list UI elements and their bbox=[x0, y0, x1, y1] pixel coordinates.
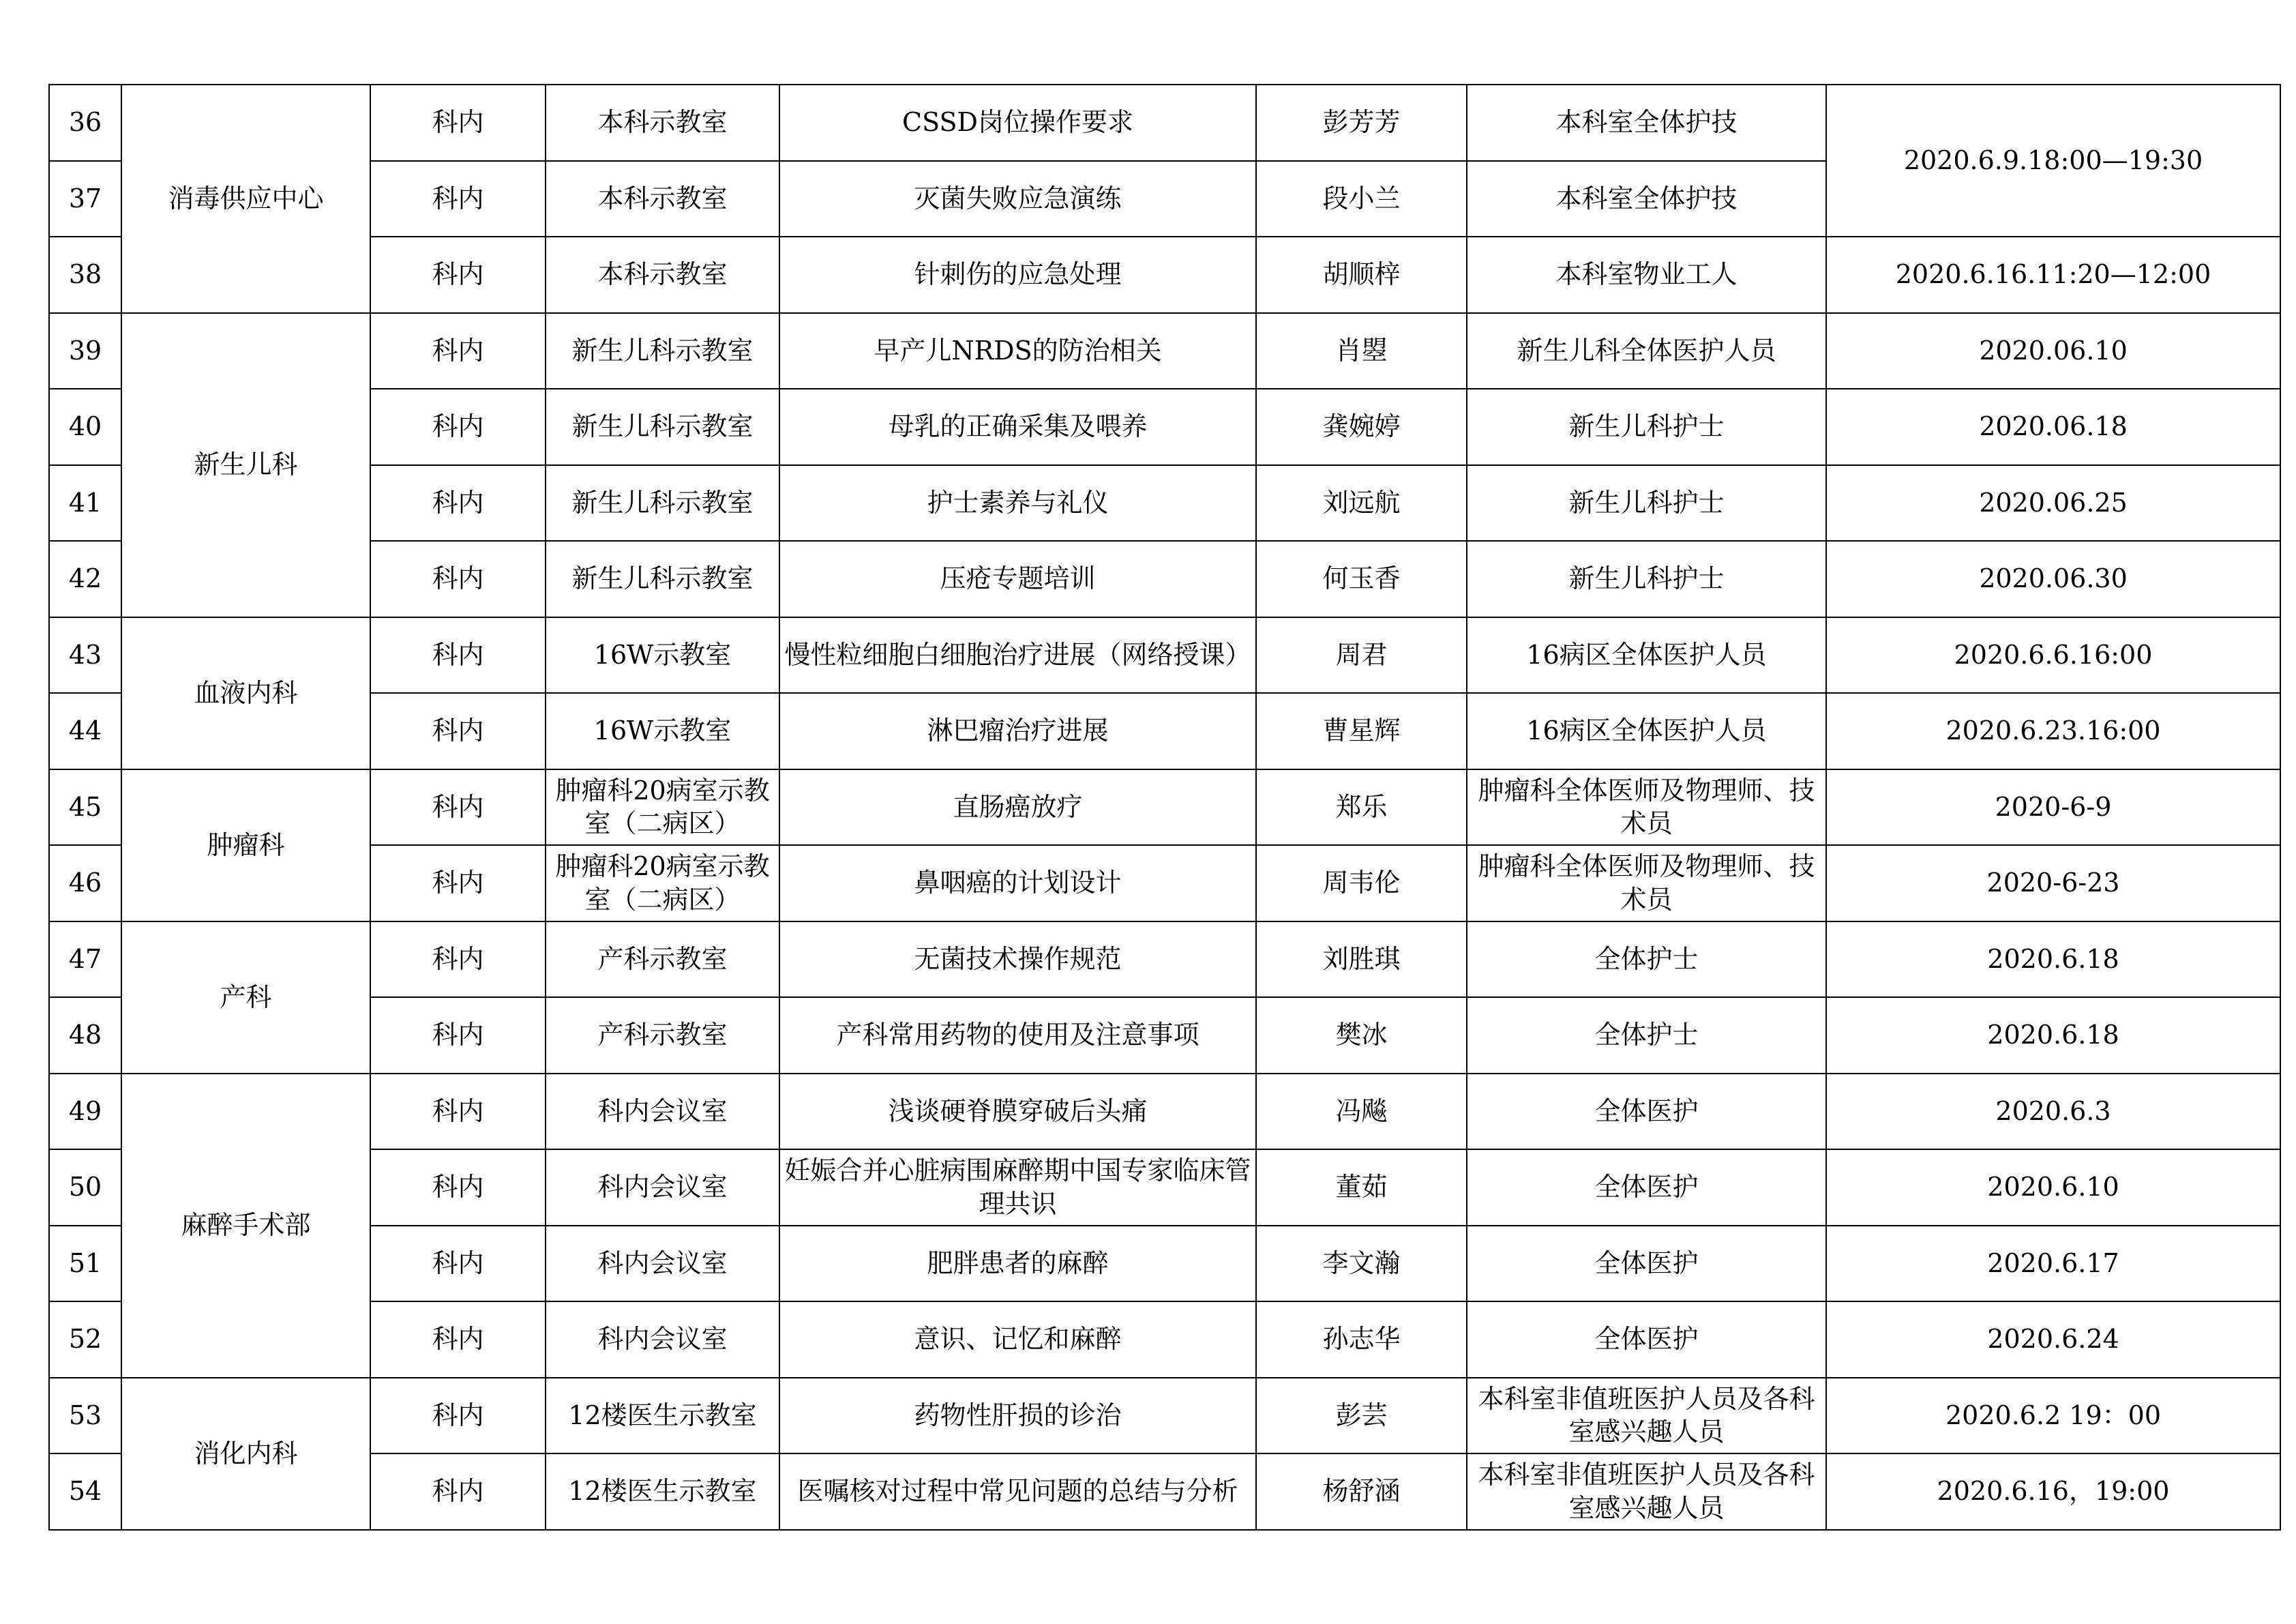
audience-cell: 本科室全体护技 bbox=[1467, 161, 1826, 237]
audience-cell: 16病区全体医护人员 bbox=[1467, 693, 1826, 769]
audience-cell: 新生儿科护士 bbox=[1467, 389, 1826, 465]
training-type-cell: 科内 bbox=[370, 693, 546, 769]
location-cell: 科内会议室 bbox=[546, 1226, 779, 1302]
row-number-cell: 54 bbox=[49, 1453, 121, 1530]
speaker-cell: 刘胜琪 bbox=[1256, 921, 1467, 998]
row-number-cell: 48 bbox=[49, 997, 121, 1074]
time-cell: 2020.06.18 bbox=[1826, 389, 2280, 465]
training-type-cell: 科内 bbox=[370, 313, 546, 389]
location-cell: 新生儿科示教室 bbox=[546, 541, 779, 617]
time-cell: 2020.6.18 bbox=[1826, 921, 2280, 998]
audience-cell: 全体医护 bbox=[1467, 1074, 1826, 1150]
location-cell: 产科示教室 bbox=[546, 997, 779, 1074]
table-row bbox=[49, 617, 2280, 694]
audience-cell: 肿瘤科全体医师及物理师、技术员 bbox=[1467, 845, 1826, 921]
table-row bbox=[49, 1301, 2280, 1378]
speaker-cell: 周君 bbox=[1256, 617, 1467, 694]
training-type-cell: 科内 bbox=[370, 1453, 546, 1530]
audience-cell: 全体护士 bbox=[1467, 997, 1826, 1074]
department-cell: 消化内科 bbox=[121, 1378, 370, 1530]
topic-cell: 压疮专题培训 bbox=[779, 541, 1256, 617]
location-cell: 科内会议室 bbox=[546, 1149, 779, 1226]
topic-cell: 慢性粒细胞白细胞治疗进展（网络授课） bbox=[779, 617, 1256, 694]
time-cell: 2020.6.23.16:00 bbox=[1826, 693, 2280, 769]
speaker-cell: 龚婉婷 bbox=[1256, 389, 1467, 465]
speaker-cell: 彭芸 bbox=[1256, 1378, 1467, 1454]
speaker-cell: 胡顺梓 bbox=[1256, 237, 1467, 313]
training-schedule-table bbox=[48, 84, 2281, 1531]
topic-cell: 直肠癌放疗 bbox=[779, 769, 1256, 846]
row-number-cell: 51 bbox=[49, 1226, 121, 1302]
topic-cell: 药物性肝损的诊治 bbox=[779, 1378, 1256, 1454]
audience-cell: 新生儿科护士 bbox=[1467, 465, 1826, 542]
table-row bbox=[49, 769, 2280, 846]
speaker-cell: 董茹 bbox=[1256, 1149, 1467, 1226]
speaker-cell: 刘远航 bbox=[1256, 465, 1467, 542]
training-type-cell: 科内 bbox=[370, 541, 546, 617]
topic-cell: 母乳的正确采集及喂养 bbox=[779, 389, 1256, 465]
training-type-cell: 科内 bbox=[370, 1378, 546, 1454]
audience-cell: 新生儿科全体医护人员 bbox=[1467, 313, 1826, 389]
location-cell: 12楼医生示教室 bbox=[546, 1453, 779, 1530]
table-row bbox=[49, 313, 2280, 389]
row-number-cell: 44 bbox=[49, 693, 121, 769]
location-cell: 16W示教室 bbox=[546, 693, 779, 769]
time-cell: 2020.6.18 bbox=[1826, 997, 2280, 1074]
time-cell: 2020.6.16.11:20—12:00 bbox=[1826, 237, 2280, 313]
speaker-cell: 孙志华 bbox=[1256, 1301, 1467, 1378]
audience-cell: 本科室非值班医护人员及各科室感兴趣人员 bbox=[1467, 1378, 1826, 1454]
department-cell: 肿瘤科 bbox=[121, 769, 370, 921]
location-cell: 肿瘤科20病室示教室（二病区） bbox=[546, 845, 779, 921]
time-cell: 2020.6.3 bbox=[1826, 1074, 2280, 1150]
time-cell: 2020.6.2 19：00 bbox=[1826, 1378, 2280, 1454]
department-cell: 新生儿科 bbox=[121, 313, 370, 617]
table-row bbox=[49, 693, 2280, 769]
row-number-cell: 49 bbox=[49, 1074, 121, 1150]
topic-cell: 产科常用药物的使用及注意事项 bbox=[779, 997, 1256, 1074]
location-cell: 新生儿科示教室 bbox=[546, 313, 779, 389]
time-cell: 2020.6.6.16:00 bbox=[1826, 617, 2280, 694]
table-row bbox=[49, 1378, 2280, 1454]
topic-cell: CSSD岗位操作要求 bbox=[779, 85, 1256, 161]
speaker-cell: 郑乐 bbox=[1256, 769, 1467, 846]
table-row bbox=[49, 845, 2280, 921]
audience-cell: 肿瘤科全体医师及物理师、技术员 bbox=[1467, 769, 1826, 846]
location-cell: 本科示教室 bbox=[546, 85, 779, 161]
row-number-cell: 53 bbox=[49, 1378, 121, 1454]
row-number-cell: 37 bbox=[49, 161, 121, 237]
department-cell: 血液内科 bbox=[121, 617, 370, 769]
topic-cell: 无菌技术操作规范 bbox=[779, 921, 1256, 998]
speaker-cell: 何玉香 bbox=[1256, 541, 1467, 617]
training-type-cell: 科内 bbox=[370, 617, 546, 694]
row-number-cell: 40 bbox=[49, 389, 121, 465]
time-cell: 2020.6.24 bbox=[1826, 1301, 2280, 1378]
location-cell: 产科示教室 bbox=[546, 921, 779, 998]
department-cell: 产科 bbox=[121, 921, 370, 1074]
table-row bbox=[49, 389, 2280, 465]
audience-cell: 本科室非值班医护人员及各科室感兴趣人员 bbox=[1467, 1453, 1826, 1530]
location-cell: 科内会议室 bbox=[546, 1301, 779, 1378]
training-type-cell: 科内 bbox=[370, 997, 546, 1074]
location-cell: 本科示教室 bbox=[546, 161, 779, 237]
location-cell: 新生儿科示教室 bbox=[546, 465, 779, 542]
department-cell: 消毒供应中心 bbox=[121, 85, 370, 313]
training-type-cell: 科内 bbox=[370, 465, 546, 542]
speaker-cell: 周韦伦 bbox=[1256, 845, 1467, 921]
speaker-cell: 樊冰 bbox=[1256, 997, 1467, 1074]
topic-cell: 灭菌失败应急演练 bbox=[779, 161, 1256, 237]
speaker-cell: 李文瀚 bbox=[1256, 1226, 1467, 1302]
topic-cell: 妊娠合并心脏病围麻醉期中国专家临床管理共识 bbox=[779, 1149, 1256, 1226]
row-number-cell: 52 bbox=[49, 1301, 121, 1378]
topic-cell: 医嘱核对过程中常见问题的总结与分析 bbox=[779, 1453, 1256, 1530]
training-type-cell: 科内 bbox=[370, 1301, 546, 1378]
training-type-cell: 科内 bbox=[370, 1226, 546, 1302]
audience-cell: 全体医护 bbox=[1467, 1301, 1826, 1378]
row-number-cell: 41 bbox=[49, 465, 121, 542]
table-row bbox=[49, 541, 2280, 617]
location-cell: 肿瘤科20病室示教室（二病区） bbox=[546, 769, 779, 846]
speaker-cell: 杨舒涵 bbox=[1256, 1453, 1467, 1530]
audience-cell: 全体医护 bbox=[1467, 1226, 1826, 1302]
time-cell: 2020.6.17 bbox=[1826, 1226, 2280, 1302]
row-number-cell: 47 bbox=[49, 921, 121, 998]
table-row bbox=[49, 1074, 2280, 1150]
audience-cell: 本科室物业工人 bbox=[1467, 237, 1826, 313]
training-type-cell: 科内 bbox=[370, 1149, 546, 1226]
location-cell: 科内会议室 bbox=[546, 1074, 779, 1150]
location-cell: 新生儿科示教室 bbox=[546, 389, 779, 465]
audience-cell: 全体护士 bbox=[1467, 921, 1826, 998]
time-cell: 2020-6-9 bbox=[1826, 769, 2280, 846]
audience-cell: 本科室全体护技 bbox=[1467, 85, 1826, 161]
training-type-cell: 科内 bbox=[370, 845, 546, 921]
topic-cell: 意识、记忆和麻醉 bbox=[779, 1301, 1256, 1378]
time-cell: 2020.06.25 bbox=[1826, 465, 2280, 542]
topic-cell: 浅谈硬脊膜穿破后头痛 bbox=[779, 1074, 1256, 1150]
location-cell: 本科示教室 bbox=[546, 237, 779, 313]
time-cell: 2020.06.30 bbox=[1826, 541, 2280, 617]
table-row bbox=[49, 997, 2280, 1074]
row-number-cell: 39 bbox=[49, 313, 121, 389]
row-number-cell: 50 bbox=[49, 1149, 121, 1226]
topic-cell: 针刺伤的应急处理 bbox=[779, 237, 1256, 313]
table-row bbox=[49, 921, 2280, 998]
speaker-cell: 冯飚 bbox=[1256, 1074, 1467, 1150]
training-type-cell: 科内 bbox=[370, 85, 546, 161]
topic-cell: 早产儿NRDS的防治相关 bbox=[779, 313, 1256, 389]
training-type-cell: 科内 bbox=[370, 1074, 546, 1150]
row-number-cell: 38 bbox=[49, 237, 121, 313]
training-type-cell: 科内 bbox=[370, 161, 546, 237]
location-cell: 12楼医生示教室 bbox=[546, 1378, 779, 1454]
training-type-cell: 科内 bbox=[370, 769, 546, 846]
speaker-cell: 彭芳芳 bbox=[1256, 85, 1467, 161]
topic-cell: 鼻咽癌的计划设计 bbox=[779, 845, 1256, 921]
training-type-cell: 科内 bbox=[370, 921, 546, 998]
row-number-cell: 42 bbox=[49, 541, 121, 617]
table-row bbox=[49, 1149, 2280, 1226]
table-row bbox=[49, 1226, 2280, 1302]
audience-cell: 全体医护 bbox=[1467, 1149, 1826, 1226]
topic-cell: 护士素养与礼仪 bbox=[779, 465, 1256, 542]
row-number-cell: 46 bbox=[49, 845, 121, 921]
audience-cell: 16病区全体医护人员 bbox=[1467, 617, 1826, 694]
row-number-cell: 45 bbox=[49, 769, 121, 846]
department-cell: 麻醉手术部 bbox=[121, 1074, 370, 1378]
table-row bbox=[49, 1453, 2280, 1530]
audience-cell: 新生儿科护士 bbox=[1467, 541, 1826, 617]
topic-cell: 淋巴瘤治疗进展 bbox=[779, 693, 1256, 769]
speaker-cell: 段小兰 bbox=[1256, 161, 1467, 237]
table-row bbox=[49, 237, 2280, 313]
time-cell: 2020.6.10 bbox=[1826, 1149, 2280, 1226]
time-cell: 2020.06.10 bbox=[1826, 313, 2280, 389]
location-cell: 16W示教室 bbox=[546, 617, 779, 694]
row-number-cell: 43 bbox=[49, 617, 121, 694]
topic-cell: 肥胖患者的麻醉 bbox=[779, 1226, 1256, 1302]
time-cell: 2020.6.9.18:00—19:30 bbox=[1826, 85, 2280, 237]
speaker-cell: 肖曌 bbox=[1256, 313, 1467, 389]
time-cell: 2020-6-23 bbox=[1826, 845, 2280, 921]
table-row bbox=[49, 465, 2280, 542]
training-type-cell: 科内 bbox=[370, 389, 546, 465]
speaker-cell: 曹星辉 bbox=[1256, 693, 1467, 769]
row-number-cell: 36 bbox=[49, 85, 121, 161]
time-cell: 2020.6.16，19:00 bbox=[1826, 1453, 2280, 1530]
training-type-cell: 科内 bbox=[370, 237, 546, 313]
table-row bbox=[49, 85, 2280, 161]
